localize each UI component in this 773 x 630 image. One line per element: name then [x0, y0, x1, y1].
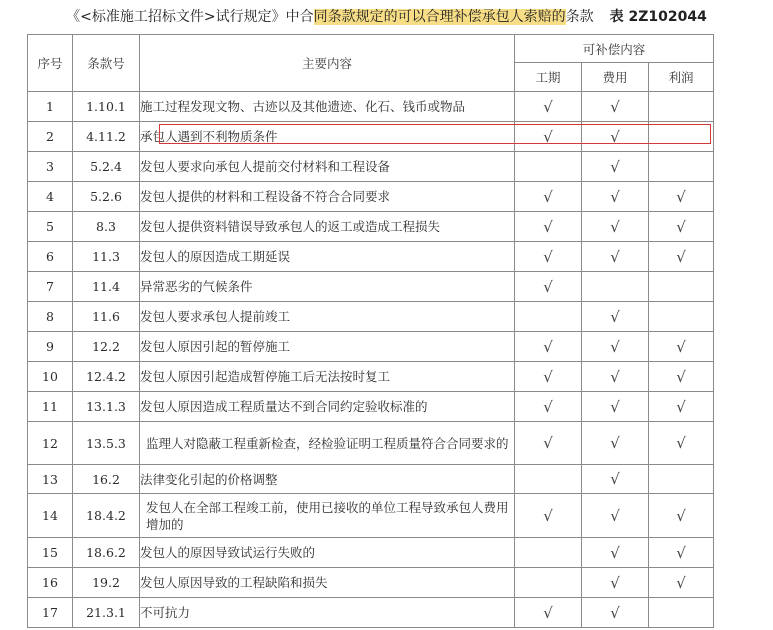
row-profit-check: √ — [649, 362, 714, 392]
table-row — [28, 122, 714, 152]
table-row — [28, 212, 714, 242]
row-period-check — [515, 302, 582, 332]
row-profit-check — [649, 122, 714, 152]
row-content: 发包人的原因造成工期延误 — [140, 242, 515, 272]
title-part3: 条款 — [565, 9, 594, 25]
row-content: 发包人原因造成工程质量达不到合同约定验收标准的 — [140, 392, 515, 422]
row-clause: 11.4 — [73, 272, 140, 302]
header-cost: 费用 — [582, 63, 649, 92]
table-row — [28, 92, 714, 122]
row-period-check: √ — [515, 392, 582, 422]
row-period-check: √ — [515, 212, 582, 242]
row-period-check: √ — [515, 494, 582, 538]
row-period-check — [515, 538, 582, 568]
table-row — [28, 465, 714, 494]
title-highlight: 同条款规定的可以合理补偿承包人索赔的 — [313, 9, 566, 25]
row-no: 7 — [28, 272, 73, 302]
row-clause: 13.5.3 — [73, 422, 140, 465]
row-profit-check — [649, 92, 714, 122]
row-cost-check: √ — [582, 538, 649, 568]
row-cost-check: √ — [582, 332, 649, 362]
row-clause: 21.3.1 — [73, 598, 140, 628]
row-profit-check: √ — [649, 392, 714, 422]
row-cost-check: √ — [582, 92, 649, 122]
row-cost-check: √ — [582, 598, 649, 628]
row-clause: 1.10.1 — [73, 92, 140, 122]
row-content: 承包人遇到不利物质条件 — [140, 122, 515, 152]
header-compensation: 可补偿内容 — [515, 35, 714, 63]
row-cost-check — [582, 272, 649, 302]
row-cost-check: √ — [582, 392, 649, 422]
row-cost-check: √ — [582, 422, 649, 465]
row-no: 11 — [28, 392, 73, 422]
header-content: 主要内容 — [140, 35, 515, 92]
row-profit-check — [649, 272, 714, 302]
row-cost-check: √ — [582, 362, 649, 392]
row-profit-check — [649, 465, 714, 494]
table-row — [28, 272, 714, 302]
row-period-check — [515, 152, 582, 182]
row-profit-check: √ — [649, 538, 714, 568]
row-content: 发包人在全部工程竣工前，使用已接收的单位工程导致承包人费用增加的 — [140, 494, 515, 538]
row-clause: 12.4.2 — [73, 362, 140, 392]
row-period-check: √ — [515, 272, 582, 302]
row-period-check: √ — [515, 332, 582, 362]
row-clause: 18.4.2 — [73, 494, 140, 538]
row-no: 14 — [28, 494, 73, 538]
table-row — [28, 538, 714, 568]
row-content: 发包人原因引起的暂停施工 — [140, 332, 515, 362]
table-row — [28, 494, 714, 538]
row-no: 5 — [28, 212, 73, 242]
row-profit-check: √ — [649, 568, 714, 598]
header-clause: 条款号 — [73, 35, 140, 92]
compensation-table — [27, 34, 714, 628]
row-no: 12 — [28, 422, 73, 465]
row-content: 异常恶劣的气候条件 — [140, 272, 515, 302]
row-profit-check: √ — [649, 494, 714, 538]
row-period-check — [515, 568, 582, 598]
table-body — [28, 92, 714, 628]
row-no: 10 — [28, 362, 73, 392]
header-profit: 利润 — [649, 63, 714, 92]
row-content: 发包人原因引起造成暂停施工后无法按时复工 — [140, 362, 515, 392]
row-cost-check: √ — [582, 242, 649, 272]
row-no: 6 — [28, 242, 73, 272]
row-period-check: √ — [515, 362, 582, 392]
row-cost-check: √ — [582, 152, 649, 182]
row-cost-check: √ — [582, 465, 649, 494]
row-period-check: √ — [515, 598, 582, 628]
table-number: 表 2Z102044 — [609, 9, 707, 25]
row-clause: 5.2.6 — [73, 182, 140, 212]
row-content: 发包人的原因导致试运行失败的 — [140, 538, 515, 568]
row-no: 16 — [28, 568, 73, 598]
table-row — [28, 362, 714, 392]
header-no: 序号 — [28, 35, 73, 92]
table-title — [0, 6, 773, 26]
table-row — [28, 242, 714, 272]
row-no: 9 — [28, 332, 73, 362]
row-period-check: √ — [515, 242, 582, 272]
row-profit-check — [649, 598, 714, 628]
row-no: 2 — [28, 122, 73, 152]
row-period-check — [515, 465, 582, 494]
row-clause: 19.2 — [73, 568, 140, 598]
table-row — [28, 598, 714, 628]
row-clause: 18.6.2 — [73, 538, 140, 568]
row-content: 发包人提供的材料和工程设备不符合合同要求 — [140, 182, 515, 212]
row-no: 15 — [28, 538, 73, 568]
table-row — [28, 152, 714, 182]
table-row — [28, 392, 714, 422]
row-no: 3 — [28, 152, 73, 182]
row-profit-check: √ — [649, 422, 714, 465]
row-cost-check: √ — [582, 182, 649, 212]
row-clause: 13.1.3 — [73, 392, 140, 422]
table-row — [28, 182, 714, 212]
row-content: 不可抗力 — [140, 598, 515, 628]
row-content: 发包人要求向承包人提前交付材料和工程设备 — [140, 152, 515, 182]
row-profit-check: √ — [649, 182, 714, 212]
row-cost-check: √ — [582, 494, 649, 538]
row-profit-check — [649, 152, 714, 182]
row-content: 发包人要求承包人提前竣工 — [140, 302, 515, 332]
row-clause: 11.3 — [73, 242, 140, 272]
row-cost-check: √ — [582, 212, 649, 242]
row-clause: 5.2.4 — [73, 152, 140, 182]
row-profit-check: √ — [649, 212, 714, 242]
row-no: 13 — [28, 465, 73, 494]
row-clause: 16.2 — [73, 465, 140, 494]
row-no: 4 — [28, 182, 73, 212]
row-profit-check — [649, 302, 714, 332]
row-cost-check: √ — [582, 302, 649, 332]
row-content: 监理人对隐蔽工程重新检查，经检验证明工程质量符合合同要求的 — [140, 422, 515, 465]
row-period-check: √ — [515, 92, 582, 122]
row-cost-check: √ — [582, 568, 649, 598]
row-profit-check: √ — [649, 332, 714, 362]
table-row — [28, 568, 714, 598]
title-part1: 《<标准施工招标文件>试行规定》中合 — [66, 9, 314, 25]
row-cost-check: √ — [582, 122, 649, 152]
row-no: 17 — [28, 598, 73, 628]
row-profit-check: √ — [649, 242, 714, 272]
table-row — [28, 302, 714, 332]
row-clause: 11.6 — [73, 302, 140, 332]
table-row — [28, 332, 714, 362]
row-period-check: √ — [515, 422, 582, 465]
row-clause: 8.3 — [73, 212, 140, 242]
row-clause: 4.11.2 — [73, 122, 140, 152]
row-no: 1 — [28, 92, 73, 122]
row-period-check: √ — [515, 182, 582, 212]
row-content: 施工过程发现文物、古迹以及其他遗迹、化石、钱币或物品 — [140, 92, 515, 122]
header-period: 工期 — [515, 63, 582, 92]
row-content: 发包人原因导致的工程缺陷和损失 — [140, 568, 515, 598]
table-row — [28, 422, 714, 465]
row-content: 法律变化引起的价格调整 — [140, 465, 515, 494]
row-no: 8 — [28, 302, 73, 332]
row-period-check: √ — [515, 122, 582, 152]
row-clause: 12.2 — [73, 332, 140, 362]
row-content: 发包人提供资料错误导致承包人的返工或造成工程损失 — [140, 212, 515, 242]
